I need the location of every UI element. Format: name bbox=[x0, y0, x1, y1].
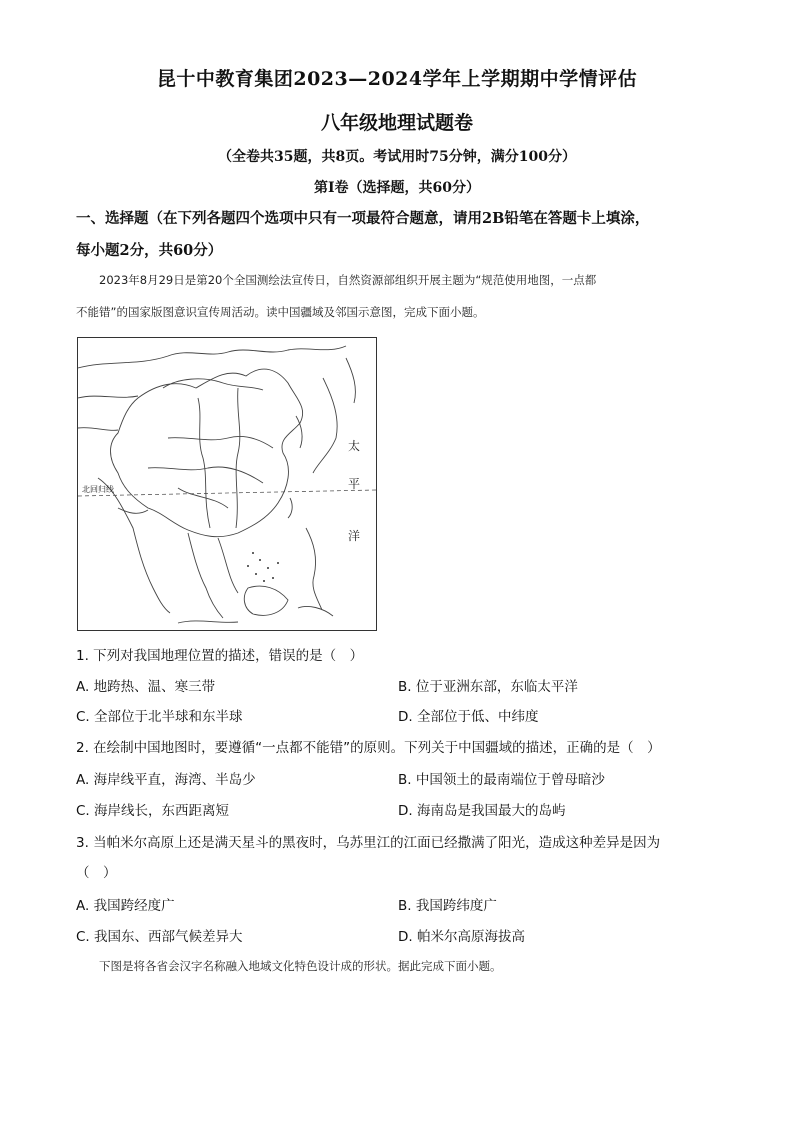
tropic-label: 北回归线 bbox=[82, 485, 114, 494]
exam-subtitle: 八年级地理试题卷 bbox=[320, 112, 473, 134]
ocean-label-3: 洋 bbox=[348, 529, 361, 543]
question-2-option-d[interactable]: D. 海南岛是我国最大的岛屿 bbox=[398, 803, 566, 819]
tropic-of-cancer-line bbox=[78, 490, 376, 496]
exam-title: 昆十中教育集团2023—2024学年上学期期中学情评估 bbox=[156, 68, 638, 90]
question-3-stem: 3. 当帕米尔高原上还是满天星斗的黑夜时，乌苏里江的江面已经撒满了阳光，造成这种差异是因为 bbox=[76, 835, 661, 851]
map-drawing bbox=[78, 338, 376, 630]
intro-paragraph-line2: 不能错”的国家版图意识宣传周活动。读中国疆域及邻国示意图，完成下面小题。 bbox=[76, 305, 485, 319]
question-3-option-a[interactable]: A. 我国跨经度广 bbox=[76, 898, 175, 914]
intro-paragraph-2: 下图是将各省会汉字名称融入地域文化特色设计成的形状。据此完成下面小题。 bbox=[99, 959, 502, 973]
section-heading-line1: 一、选择题（在下列各题四个选项中只有一项最符合题意，请用2B铅笔在答题卡上填涂， bbox=[76, 210, 650, 227]
question-1-option-b[interactable]: B. 位于亚洲东部，东临太平洋 bbox=[398, 679, 578, 695]
question-2-option-c[interactable]: C. 海岸线长，东西距离短 bbox=[76, 803, 230, 819]
question-2-option-a[interactable]: A. 海岸线平直，海湾、半岛少 bbox=[76, 772, 256, 788]
question-1-option-d[interactable]: D. 全部位于低、中纬度 bbox=[398, 709, 539, 725]
ocean-label-2: 平 bbox=[348, 477, 361, 491]
question-3-option-d[interactable]: D. 帕米尔高原海拔高 bbox=[398, 929, 525, 945]
question-3-stem-bracket: （ ） bbox=[76, 865, 117, 881]
question-2-stem: 2. 在绘制中国地图时，要遵循“一点都不能错”的原则。下列关于中国疆域的描述，正确的是（ ） bbox=[76, 740, 661, 756]
question-1-stem: 1. 下列对我国地理位置的描述，错误的是（ ） bbox=[76, 648, 364, 664]
ocean-label-1: 太 bbox=[348, 439, 361, 453]
exam-note: （全卷共35题，共8页。考试用时75分钟，满分100分） bbox=[218, 149, 576, 165]
map-borders bbox=[78, 346, 355, 623]
question-3-option-c[interactable]: C. 我国东、西部气候差异大 bbox=[76, 929, 243, 945]
question-1-option-a[interactable]: A. 地跨热、温、寒三带 bbox=[76, 679, 216, 695]
section-heading-line2: 每小题2分，共60分） bbox=[76, 242, 223, 259]
question-3-option-b[interactable]: B. 我国跨纬度广 bbox=[398, 898, 497, 914]
part-heading: 第Ⅰ卷（选择题，共60分） bbox=[313, 180, 481, 196]
intro-paragraph-line1: 2023年8月29日是第20个全国测绘法宣传日，自然资源部组织开展主题为“规范使用地图，一点都 bbox=[99, 273, 597, 287]
question-2-option-b[interactable]: B. 中国领土的最南端位于曾母暗沙 bbox=[398, 772, 605, 788]
south-china-sea-islands bbox=[247, 552, 279, 582]
china-neighbors-map bbox=[77, 337, 377, 631]
question-1-option-c[interactable]: C. 全部位于北半球和东半球 bbox=[76, 709, 243, 725]
